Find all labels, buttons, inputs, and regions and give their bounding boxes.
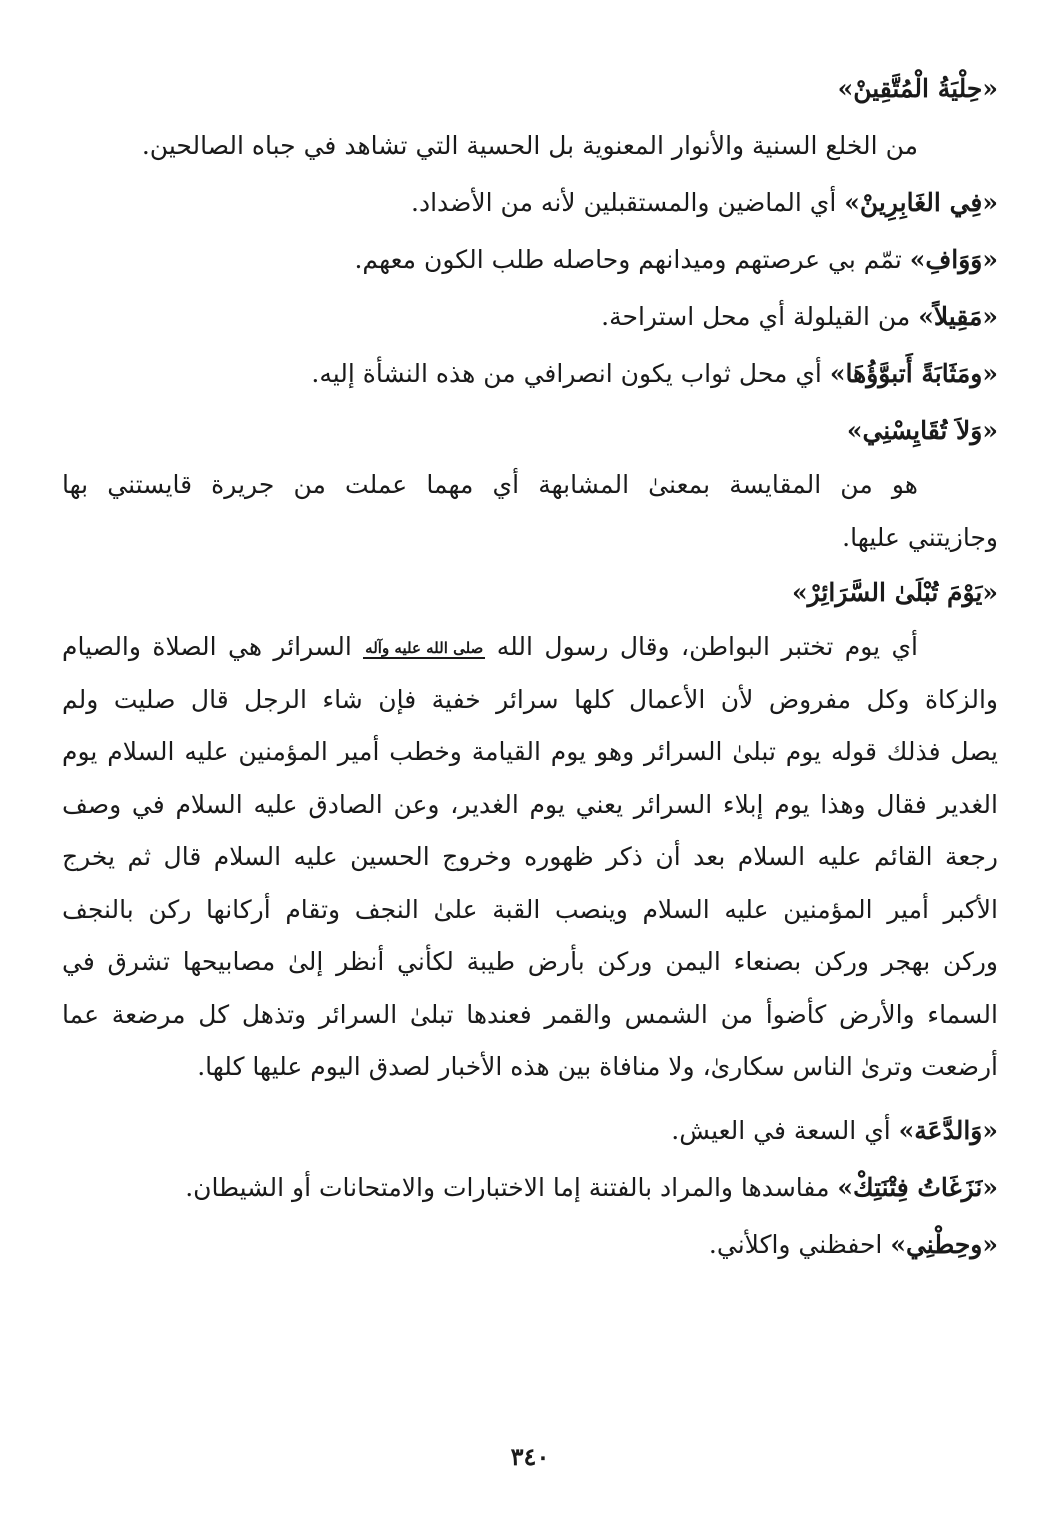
entry-text: أي السعة في العيش. bbox=[671, 1115, 899, 1145]
entry-text: مفاسدها والمراد بالفتنة إما الاختبارات والامتحانات أو الشيطان. bbox=[185, 1172, 838, 1202]
entry-text: من القيلولة أي محل استراحة. bbox=[601, 302, 919, 331]
paragraph-text: أي يوم تختبر البواطن، وقال رسول الله bbox=[496, 632, 919, 661]
paragraph-line: والزكاة وكل مفروض لأن الأعمال كلها سرائر خفية فإن شاء الرجل قال صليت ولم bbox=[62, 684, 998, 714]
paragraph-line: الغدير فقال وهذا يوم إبلاء السرائر يعني يوم الغدير، وعن الصادق عليه السلام في وصف bbox=[62, 789, 998, 819]
entry-text: أي الماضين والمستقبلين لأنه من الأضداد. bbox=[411, 188, 845, 217]
entry-line bbox=[62, 288, 998, 345]
entry-line bbox=[62, 1159, 998, 1216]
entry-line bbox=[62, 345, 998, 402]
page-number: ٣٤٠ bbox=[510, 1442, 550, 1471]
entry-term: «فِي الغَابِرِينْ» bbox=[844, 188, 998, 217]
heading-term: «يَوْمَ تُبْلَىٰ السَّرَائِرْ» bbox=[792, 578, 998, 607]
entry-text: احفظني واكلأني. bbox=[708, 1229, 891, 1259]
entry-line bbox=[62, 117, 998, 174]
paragraph-line: السماء والأرض كأضوأ من الشمس والقمر فعندها تبلىٰ السرائر وتذهل كل مرضعة عما bbox=[62, 999, 998, 1029]
entry-term: «وَلاَ تُقَايِسْنِي» bbox=[846, 416, 998, 445]
entry-text: أي محل ثواب يكون انصرافي من هذه النشأة إليه. bbox=[311, 359, 830, 388]
entry-line bbox=[62, 60, 998, 117]
salawat-mark: صلى الله عليه وآله bbox=[365, 638, 484, 657]
entry-term: «ومَثَابَةً أَتبوَّؤُهَا» bbox=[829, 359, 998, 388]
entry-term: «وَالدَّعَة» bbox=[898, 1115, 998, 1145]
paragraph-text: السرائر هي الصلاة والصيام bbox=[62, 632, 352, 661]
paragraph-line: رجعة القائم عليه السلام بعد أن ذكر ظهوره وخروج الحسين عليه السلام قال ثم يخرج bbox=[62, 842, 998, 871]
entry-text: من الخلع السنية والأنوار المعنوية بل الحسية التي تشاهد في جباه الصالحين. bbox=[141, 131, 918, 160]
entry-term: «وحِطْنِي» bbox=[890, 1229, 998, 1259]
section-heading bbox=[62, 564, 998, 621]
entry-term: «وَوَافِ» bbox=[909, 245, 998, 274]
paragraph-line: الأكبر أمير المؤمنين عليه السلام وينصب القبة علىٰ النجف وتقام أركانها ركن بالنجف bbox=[62, 894, 998, 924]
entry-term: «نَزَغَاتُ فِتْنَتِكْ» bbox=[837, 1172, 998, 1202]
paragraph-line: يصل فذلك قوله يوم تبلىٰ السرائر وهو يوم القيامة وخطب أمير المؤمنين عليه السلام يوم bbox=[62, 737, 998, 766]
paragraph-line: وركن بهجر وركن بصنعاء اليمن وركن بأرض طيبة لكأني أنظر إلىٰ مصابيحها تشرق في bbox=[62, 947, 998, 976]
page-content bbox=[62, 60, 998, 1273]
entry-line bbox=[62, 174, 998, 231]
entry-line bbox=[62, 1216, 998, 1273]
entry-text: تمّم بي عرصتهم وميدانهم وحاصله طلب الكون معهم. bbox=[354, 245, 910, 274]
entry-line bbox=[62, 1102, 998, 1159]
entry-term: «حِلْيَةُ الْمُتَّقِينْ» bbox=[837, 74, 998, 103]
paragraph-line: هو من المقايسة بمعنىٰ المشابهة أي مهما عملت من جريرة قايستني بها bbox=[62, 470, 918, 499]
entry-line bbox=[62, 402, 998, 459]
paragraph-line bbox=[62, 621, 998, 674]
entry-line bbox=[62, 231, 998, 288]
paragraph-line: أرضعت وترىٰ الناس سكارىٰ، ولا منافاة بين هذه الأخبار لصدق اليوم عليها كلها. bbox=[197, 1052, 998, 1081]
paragraph-line: وجازيتني عليها. bbox=[842, 522, 998, 552]
entry-term: «مَقِيلاً» bbox=[918, 302, 998, 331]
